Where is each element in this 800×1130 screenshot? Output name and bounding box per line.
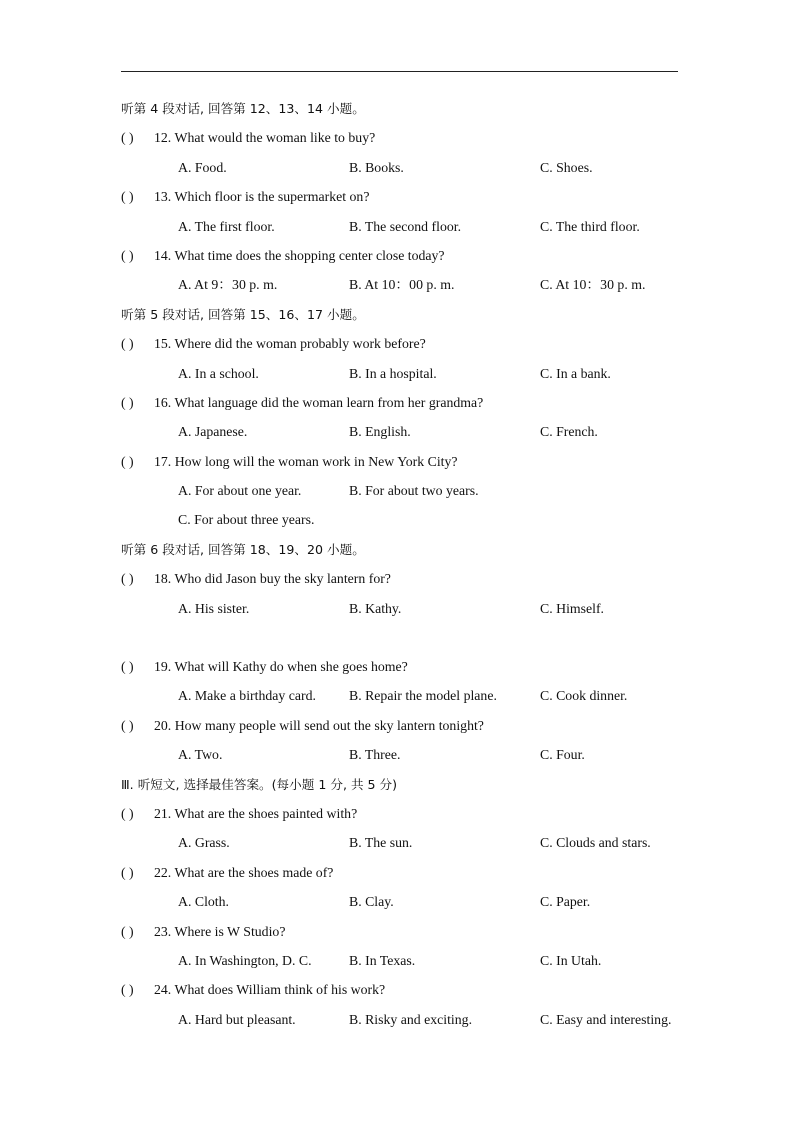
exam-page <box>121 94 721 1034</box>
question-text: 12. What would the woman like to buy? <box>154 130 376 146</box>
option-a: A. Food. <box>178 159 227 175</box>
answer-blank[interactable]: ( ) <box>121 189 134 205</box>
question-22 <box>121 858 721 887</box>
question-text: 24. What does William think of his work? <box>154 982 386 998</box>
question-text: 19. What will Kathy do when she goes home? <box>154 659 408 675</box>
question-15 <box>121 329 721 358</box>
option-a: A. Japanese. <box>178 424 248 440</box>
blank-gap <box>121 623 721 652</box>
question-text: 18. Who did Jason buy the sky lantern for? <box>154 571 391 587</box>
answer-blank[interactable]: ( ) <box>121 394 134 410</box>
question-20 <box>121 711 721 740</box>
answer-blank[interactable]: ( ) <box>121 130 134 146</box>
option-b: B. For about two years. <box>349 483 479 499</box>
answer-blank[interactable]: ( ) <box>121 336 134 352</box>
option-a: A. Cloth. <box>178 894 229 910</box>
answer-blank[interactable]: ( ) <box>121 923 134 939</box>
option-a: A. In a school. <box>178 365 259 381</box>
options-23 <box>121 946 721 975</box>
option-c: C. Cook dinner. <box>540 688 628 704</box>
option-c: C. Paper. <box>540 894 591 910</box>
option-b: B. Three. <box>349 747 401 763</box>
option-b: B. Books. <box>349 159 404 175</box>
option-a: A. Grass. <box>178 835 230 851</box>
option-c: C. French. <box>540 424 598 440</box>
options-15 <box>121 359 721 388</box>
options-19 <box>121 681 721 710</box>
option-b: B. Repair the model plane. <box>349 688 497 704</box>
options-16 <box>121 417 721 446</box>
option-a: A. Two. <box>178 747 223 763</box>
answer-blank[interactable]: ( ) <box>121 247 134 263</box>
option-b: B. Kathy. <box>349 600 402 616</box>
section-heading: 听第 4 段对话, 回答第 12、13、14 小题。 <box>121 101 365 116</box>
option-a: A. For about one year. <box>178 483 302 499</box>
section-heading: Ⅲ. 听短文, 选择最佳答案。(每小题 1 分, 共 5 分) <box>121 776 398 792</box>
option-c: C. The third floor. <box>540 218 640 234</box>
answer-blank[interactable]: ( ) <box>121 659 134 675</box>
options-13 <box>121 212 721 241</box>
options-17 <box>121 476 721 505</box>
question-text: 16. What language did the woman learn from her grandma? <box>154 394 484 410</box>
question-24 <box>121 975 721 1004</box>
option-b: B. Clay. <box>349 894 394 910</box>
question-17 <box>121 447 721 476</box>
options-21 <box>121 828 721 857</box>
option-b: B. The second floor. <box>349 218 462 234</box>
question-text: 20. How many people will send out the sky lantern tonight? <box>154 717 484 733</box>
answer-blank[interactable]: ( ) <box>121 805 134 821</box>
option-a: A. His sister. <box>178 600 250 616</box>
answer-blank[interactable]: ( ) <box>121 864 134 880</box>
answer-blank[interactable]: ( ) <box>121 717 134 733</box>
option-c: C. In a bank. <box>540 365 611 381</box>
section-heading: 听第 5 段对话, 回答第 15、16、17 小题。 <box>121 306 365 322</box>
option-a: A. In Washington, D. C. <box>178 952 312 968</box>
option-c: C. Shoes. <box>540 159 593 175</box>
options-17-wrap <box>121 505 721 534</box>
answer-blank[interactable]: ( ) <box>121 453 134 469</box>
question-12 <box>121 123 721 152</box>
option-c: C. Himself. <box>540 600 604 616</box>
options-12 <box>121 153 721 182</box>
option-c: C. For about three years. <box>178 512 315 528</box>
question-16 <box>121 388 721 417</box>
option-a: A. The first floor. <box>178 218 275 234</box>
option-a: A. Make a birthday card. <box>178 688 316 704</box>
option-b: B. In Texas. <box>349 952 416 968</box>
question-21 <box>121 799 721 828</box>
options-22 <box>121 887 721 916</box>
question-text: 22. What are the shoes made of? <box>154 864 334 880</box>
option-c: C. Clouds and stars. <box>540 835 651 851</box>
option-b: B. The sun. <box>349 835 413 851</box>
question-23 <box>121 917 721 946</box>
question-text: 17. How long will the woman work in New York City? <box>154 453 458 469</box>
question-text: 15. Where did the woman probably work before? <box>154 336 426 352</box>
question-18 <box>121 564 721 593</box>
option-c: C. At 10：30 p. m. <box>540 277 646 293</box>
options-20 <box>121 740 721 769</box>
question-13 <box>121 182 721 211</box>
question-text: 14. What time does the shopping center close today? <box>154 247 445 263</box>
section-heading: 听第 6 段对话, 回答第 18、19、20 小题。 <box>121 541 365 557</box>
option-b: B. At 10：00 p. m. <box>349 277 455 293</box>
options-14 <box>121 270 721 299</box>
question-14 <box>121 241 721 270</box>
option-b: B. Risky and exciting. <box>349 1011 473 1027</box>
option-a: A. Hard but pleasant. <box>178 1011 296 1027</box>
option-b: B. English. <box>349 424 411 440</box>
option-c: C. In Utah. <box>540 952 602 968</box>
question-text: 21. What are the shoes painted with? <box>154 805 358 821</box>
options-18 <box>121 594 721 623</box>
answer-blank[interactable]: ( ) <box>121 982 134 998</box>
options-24 <box>121 1005 721 1034</box>
option-c: C. Easy and interesting. <box>540 1011 672 1027</box>
answer-blank[interactable]: ( ) <box>121 571 134 587</box>
question-text: 13. Which floor is the supermarket on? <box>154 189 370 205</box>
option-b: B. In a hospital. <box>349 365 437 381</box>
header-rule <box>121 71 678 72</box>
option-c: C. Four. <box>540 747 585 763</box>
option-a: A. At 9：30 p. m. <box>178 277 278 293</box>
question-19 <box>121 652 721 681</box>
question-text: 23. Where is W Studio? <box>154 923 286 939</box>
